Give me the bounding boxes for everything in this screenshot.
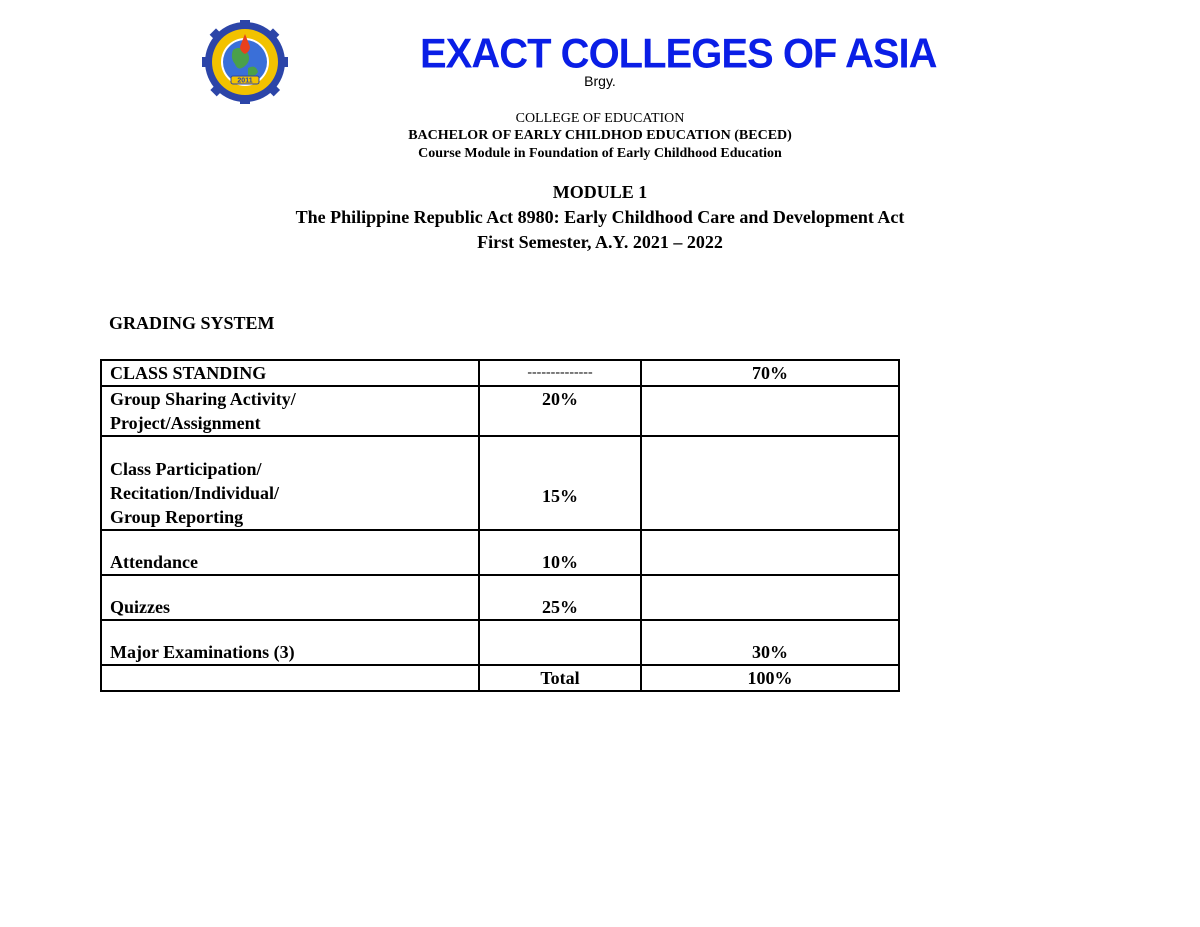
row-component: 15% (479, 436, 641, 530)
row-total (641, 436, 899, 530)
row-total (641, 386, 899, 436)
grading-system-title: GRADING SYSTEM (109, 313, 275, 333)
row-label: Major Examinations (3) (101, 620, 479, 665)
row-total: 70% (641, 360, 899, 386)
logo-year: 2011 (237, 77, 253, 85)
row-label (101, 436, 479, 530)
table-row (101, 575, 899, 620)
row-total: 100% (641, 665, 899, 691)
course-name: Course Module in Foundation of Early Childhood Education (418, 146, 782, 161)
row-label: Attendance (101, 530, 479, 575)
school-name: EXACT COLLEGES OF ASIA (420, 30, 937, 78)
program-name: BACHELOR OF EARLY CHILDHOD EDUCATION (BECED) (408, 128, 792, 143)
row-label (101, 386, 479, 436)
module-title: The Philippine Republic Act 8980: Early Childhood Care and Development Act (295, 207, 905, 227)
row-total: 30% (641, 620, 899, 665)
row-label-line: Class Participation/ (110, 459, 262, 479)
row-label-line: Recitation/Individual/ (110, 483, 280, 503)
module-semester: First Semester, A.Y. 2021 – 2022 (477, 232, 723, 252)
row-label-line: Project/Assignment (110, 413, 261, 433)
row-component: -------------- (479, 360, 641, 386)
row-label: Quizzes (101, 575, 479, 620)
row-label-line: Group Sharing Activity/ (110, 389, 296, 409)
table-row (101, 620, 899, 665)
row-label-line: Group Reporting (110, 507, 244, 527)
school-logo (200, 20, 290, 104)
gear-emblem (202, 20, 288, 104)
row-component (479, 620, 641, 665)
row-component: 10% (479, 530, 641, 575)
table-row (101, 360, 899, 386)
table-row (101, 665, 899, 691)
row-component: Total (479, 665, 641, 691)
college-name: COLLEGE OF EDUCATION (515, 111, 685, 126)
table-row (101, 530, 899, 575)
row-component: 20% (479, 386, 641, 436)
row-total (641, 575, 899, 620)
row-label: CLASS STANDING (101, 360, 479, 386)
address-fragment: Brgy. (584, 73, 616, 89)
row-component: 25% (479, 575, 641, 620)
table-row (101, 436, 899, 530)
table-row (101, 386, 899, 436)
row-label (101, 665, 479, 691)
row-total (641, 530, 899, 575)
module-number: MODULE 1 (552, 182, 648, 202)
grading-table (100, 359, 900, 692)
